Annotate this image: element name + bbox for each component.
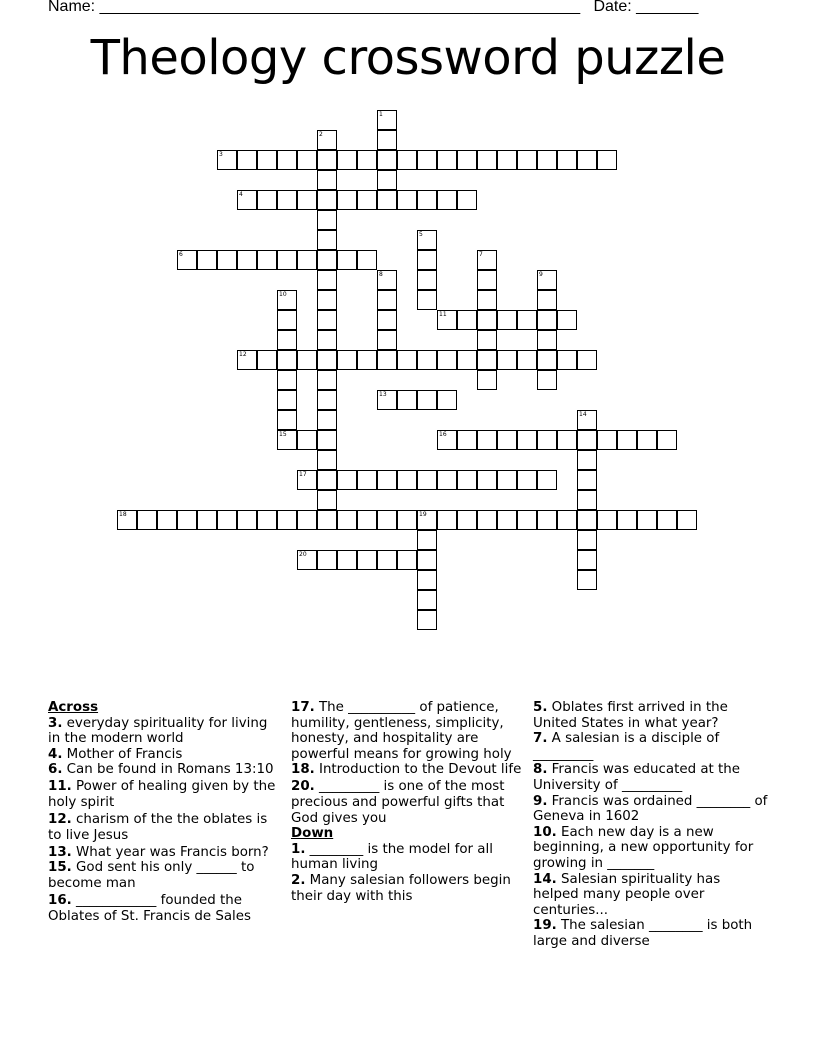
grid-cell[interactable] (277, 430, 297, 450)
clue-number-label: 6 (179, 251, 183, 258)
grid-cell[interactable] (417, 510, 437, 530)
grid-cell[interactable] (417, 350, 437, 370)
clue-across-15: 15. God sent his only ______ to become man (48, 860, 255, 892)
grid-cell[interactable] (377, 470, 397, 490)
grid-cell[interactable] (217, 150, 237, 170)
grid-cell[interactable] (397, 510, 417, 530)
grid-cell[interactable] (357, 510, 377, 530)
grid-cell[interactable] (497, 470, 517, 490)
grid-cell[interactable] (317, 190, 337, 210)
grid-cell[interactable] (197, 510, 217, 530)
grid-cell[interactable] (217, 510, 237, 530)
grid-cell[interactable] (577, 150, 597, 170)
grid-cell[interactable] (377, 150, 397, 170)
clue-number-label: 9 (539, 271, 543, 278)
grid-cell[interactable] (237, 350, 257, 370)
clue-number-label: 4 (239, 191, 243, 198)
clue-number-label: 1 (379, 111, 383, 118)
grid-cell[interactable] (617, 510, 637, 530)
grid-cell[interactable] (317, 290, 337, 310)
grid-cell[interactable] (577, 450, 597, 470)
grid-cell[interactable] (357, 470, 377, 490)
grid-cell[interactable] (177, 510, 197, 530)
grid-cell[interactable] (577, 350, 597, 370)
grid-cell[interactable] (417, 610, 437, 630)
clue-number-label: 17 (299, 471, 307, 478)
grid-cell[interactable] (277, 390, 297, 410)
grid-cell[interactable] (377, 390, 397, 410)
grid-cell[interactable] (397, 150, 417, 170)
grid-cell[interactable] (377, 550, 397, 570)
grid-cell[interactable] (557, 150, 577, 170)
grid-cell[interactable] (637, 430, 657, 450)
clue-down-14: 14. Salesian spirituality has helped many people over centuries... (533, 871, 721, 918)
clue-number-label: 3 (219, 151, 223, 158)
grid-cell[interactable] (317, 450, 337, 470)
clue-across-20: 20. _________ is one of the most precious and powerful gifts that God gives you (291, 779, 505, 826)
grid-cell[interactable] (397, 190, 417, 210)
grid-cell[interactable] (477, 310, 497, 330)
grid-cell[interactable] (497, 510, 517, 530)
clue-across-16: 16. ____________ founded the Oblates of St. Francis de Sales (48, 893, 251, 924)
grid-cell[interactable] (317, 170, 337, 190)
clue-number-label: 16 (439, 431, 447, 438)
grid-cell[interactable] (377, 330, 397, 350)
grid-cell[interactable] (377, 310, 397, 330)
grid-cell[interactable] (637, 510, 657, 530)
grid-cell[interactable] (457, 350, 477, 370)
grid-cell[interactable] (377, 190, 397, 210)
grid-cell[interactable] (317, 130, 337, 150)
grid-cell[interactable] (317, 310, 337, 330)
grid-cell[interactable] (557, 430, 577, 450)
down-heading: Down (291, 826, 334, 842)
clue-across-17: 17. The __________ of patience, humility, gentleness, simplicity, honesty, and hospitality are powerful means for growing holy (291, 700, 512, 762)
clue-down-10: 10. Each new day is a new beginning, a new opportunity for growing in _______ (533, 824, 754, 871)
grid-cell[interactable] (317, 270, 337, 290)
clue-across-4: 4. Mother of Francis (48, 746, 183, 762)
grid-cell[interactable] (477, 270, 497, 290)
puzzle-title: Theology crossword puzzle (90, 30, 726, 86)
grid-cell[interactable] (437, 350, 457, 370)
grid-cell[interactable] (377, 170, 397, 190)
grid-cell[interactable] (477, 150, 497, 170)
grid-cell[interactable] (457, 430, 477, 450)
grid-cell[interactable] (357, 190, 377, 210)
grid-cell[interactable] (457, 510, 477, 530)
grid-cell[interactable] (417, 190, 437, 210)
clue-number-label: 14 (579, 411, 587, 418)
grid-cell[interactable] (317, 410, 337, 430)
grid-cell[interactable] (277, 410, 297, 430)
clue-down-2: 2. Many salesian followers begin their day with this (291, 873, 511, 904)
grid-cell[interactable] (337, 190, 357, 210)
grid-cell[interactable] (317, 210, 337, 230)
grid-cell[interactable] (417, 270, 437, 290)
grid-cell[interactable] (397, 470, 417, 490)
grid-cell[interactable] (377, 270, 397, 290)
clue-down-19: 19. The salesian ________ is both large and diverse (533, 918, 753, 949)
grid-cell[interactable] (437, 310, 457, 330)
clue-across-3: 3. everyday spirituality for living in the modern world (48, 715, 268, 747)
grid-cell[interactable] (457, 310, 477, 330)
grid-cell[interactable] (477, 470, 497, 490)
clues-column-1 (48, 700, 280, 924)
grid-cell[interactable] (297, 190, 317, 210)
grid-cell[interactable] (277, 250, 297, 270)
grid-cell[interactable] (437, 190, 457, 210)
grid-cell[interactable] (337, 550, 357, 570)
grid-cell[interactable] (497, 350, 517, 370)
grid-cell[interactable] (477, 290, 497, 310)
grid-cell[interactable] (437, 430, 457, 450)
clue-number-label: 20 (299, 551, 307, 558)
clue-across-18: 18. Introduction to the Devout life (291, 762, 522, 778)
grid-cell[interactable] (517, 350, 537, 370)
grid-cell[interactable] (237, 150, 257, 170)
grid-cell[interactable] (517, 470, 537, 490)
grid-cell[interactable] (397, 390, 417, 410)
grid-cell[interactable] (577, 570, 597, 590)
grid-cell[interactable] (417, 230, 437, 250)
grid-cell[interactable] (357, 550, 377, 570)
clue-number-label: 13 (379, 391, 387, 398)
grid-cell[interactable] (297, 150, 317, 170)
grid-cell[interactable] (577, 550, 597, 570)
grid-cell[interactable] (337, 150, 357, 170)
grid-cell[interactable] (537, 150, 557, 170)
grid-cell[interactable] (537, 310, 557, 330)
grid-cell[interactable] (297, 510, 317, 530)
grid-cell[interactable] (117, 510, 137, 530)
clue-number-label: 18 (119, 511, 127, 518)
clue-down-5: 5. Oblates first arrived in the United States in what year? (533, 700, 728, 731)
grid-cell[interactable] (337, 250, 357, 270)
grid-cell[interactable] (297, 470, 317, 490)
grid-cell[interactable] (317, 510, 337, 530)
grid-cell[interactable] (497, 310, 517, 330)
grid-cell[interactable] (617, 430, 637, 450)
grid-cell[interactable] (597, 150, 617, 170)
grid-cell[interactable] (477, 350, 497, 370)
grid-cell[interactable] (257, 250, 277, 270)
clue-down-7: 7. A salesian is a disciple of _________ (533, 731, 720, 762)
grid-cell[interactable] (477, 510, 497, 530)
grid-cell[interactable] (577, 530, 597, 550)
grid-cell[interactable] (577, 430, 597, 450)
grid-cell[interactable] (357, 350, 377, 370)
clue-across-12: 12. charism of the the oblates is to live Jesus (48, 812, 268, 843)
grid-cell[interactable] (317, 150, 337, 170)
grid-cell[interactable] (517, 430, 537, 450)
grid-cell[interactable] (657, 510, 677, 530)
grid-cell[interactable] (317, 250, 337, 270)
clue-number-label: 2 (319, 131, 323, 138)
grid-cell[interactable] (377, 110, 397, 130)
grid-cell[interactable] (437, 150, 457, 170)
clue-down-1: 1. ________ is the model for all human living (291, 841, 493, 873)
grid-cell[interactable] (317, 330, 337, 350)
grid-cell[interactable] (337, 350, 357, 370)
grid-cell[interactable] (577, 470, 597, 490)
grid-cell[interactable] (397, 550, 417, 570)
grid-cell[interactable] (317, 350, 337, 370)
grid-cell[interactable] (477, 430, 497, 450)
name-blank[interactable]: ______________________________________________________ (99, 0, 581, 15)
grid-cell[interactable] (437, 470, 457, 490)
grid-cell[interactable] (317, 470, 337, 490)
clue-number-label: 7 (479, 251, 483, 258)
grid-cell[interactable] (237, 190, 257, 210)
grid-cell[interactable] (497, 150, 517, 170)
clue-across-13: 13. What year was Francis born? (48, 844, 269, 860)
grid-cell[interactable] (257, 350, 277, 370)
grid-cell[interactable] (497, 430, 517, 450)
grid-cell[interactable] (297, 350, 317, 370)
grid-cell[interactable] (377, 130, 397, 150)
grid-cell[interactable] (417, 390, 437, 410)
grid-cell[interactable] (477, 330, 497, 350)
grid-cell[interactable] (377, 510, 397, 530)
grid-cell[interactable] (537, 330, 557, 350)
grid-cell[interactable] (317, 490, 337, 510)
grid-cell[interactable] (137, 510, 157, 530)
grid-cell[interactable] (657, 430, 677, 450)
grid-cell[interactable] (337, 510, 357, 530)
grid-cell[interactable] (157, 510, 177, 530)
clue-number-label: 5 (419, 231, 423, 238)
grid-cell[interactable] (277, 330, 297, 350)
date-label: Date: (593, 0, 632, 15)
clue-across-11: 11. Power of healing given by the holy spirit (48, 779, 276, 811)
grid-cell[interactable] (277, 370, 297, 390)
grid-cell[interactable] (537, 350, 557, 370)
grid-cell[interactable] (417, 590, 437, 610)
clue-down-9: 9. Francis was ordained ________ of Geneva in 1602 (533, 793, 768, 825)
name-label: Name: (48, 0, 96, 15)
grid-cell[interactable] (537, 470, 557, 490)
grid-cell[interactable] (277, 290, 297, 310)
grid-cell[interactable] (257, 150, 277, 170)
grid-cell[interactable] (557, 310, 577, 330)
clues-column-2 (291, 700, 523, 904)
grid-cell[interactable] (277, 350, 297, 370)
grid-cell[interactable] (517, 310, 537, 330)
clue-number-label: 10 (279, 291, 287, 298)
grid-cell[interactable] (417, 530, 437, 550)
grid-cell[interactable] (537, 370, 557, 390)
grid-cell[interactable] (317, 430, 337, 450)
clue-number-label: 12 (239, 351, 247, 358)
grid-cell[interactable] (357, 150, 377, 170)
grid-cell[interactable] (417, 250, 437, 270)
grid-cell[interactable] (237, 250, 257, 270)
grid-cell[interactable] (577, 410, 597, 430)
grid-cell[interactable] (437, 390, 457, 410)
grid-cell[interactable] (537, 430, 557, 450)
grid-cell[interactable] (177, 250, 197, 270)
grid-cell[interactable] (257, 190, 277, 210)
grid-cell[interactable] (457, 150, 477, 170)
grid-cell[interactable] (297, 550, 317, 570)
clues-column-3 (533, 700, 769, 950)
grid-cell[interactable] (517, 150, 537, 170)
grid-cell[interactable] (277, 310, 297, 330)
grid-cell[interactable] (417, 470, 437, 490)
grid-cell[interactable] (417, 290, 437, 310)
grid-cell[interactable] (537, 270, 557, 290)
grid-cell[interactable] (277, 510, 297, 530)
grid-cell[interactable] (317, 230, 337, 250)
grid-cell[interactable] (277, 150, 297, 170)
grid-cell[interactable] (557, 350, 577, 370)
grid-cell[interactable] (297, 250, 317, 270)
grid-cell[interactable] (557, 510, 577, 530)
grid-cell[interactable] (317, 390, 337, 410)
clue-across-6: 6. Can be found in Romans 13:10 (48, 762, 274, 778)
clue-number-label: 19 (419, 511, 427, 518)
clue-number-label: 11 (439, 311, 447, 318)
grid-cell[interactable] (377, 290, 397, 310)
grid-cell[interactable] (417, 570, 437, 590)
across-heading: Across (48, 700, 99, 715)
grid-cell[interactable] (437, 510, 457, 530)
grid-cell[interactable] (457, 190, 477, 210)
grid-cell[interactable] (597, 510, 617, 530)
grid-cell[interactable] (417, 550, 437, 570)
grid-cell[interactable] (577, 490, 597, 510)
grid-cell[interactable] (197, 250, 217, 270)
clue-down-8: 8. Francis was educated at the University of _________ (533, 762, 741, 793)
grid-cell[interactable] (377, 350, 397, 370)
grid-cell[interactable] (677, 510, 697, 530)
grid-cell[interactable] (297, 430, 317, 450)
grid-cell[interactable] (537, 290, 557, 310)
date-blank[interactable]: _______ (636, 0, 699, 15)
grid-cell[interactable] (317, 370, 337, 390)
grid-cell[interactable] (357, 250, 377, 270)
grid-cell[interactable] (477, 370, 497, 390)
grid-cell[interactable] (537, 510, 557, 530)
clue-number-label: 8 (379, 271, 383, 278)
clue-number-label: 15 (279, 431, 287, 438)
grid-cell[interactable] (337, 470, 357, 490)
grid-cell[interactable] (317, 550, 337, 570)
grid-cell[interactable] (217, 250, 237, 270)
grid-cell[interactable] (577, 510, 597, 530)
grid-cell[interactable] (257, 510, 277, 530)
grid-cell[interactable] (457, 470, 477, 490)
grid-cell[interactable] (477, 250, 497, 270)
grid-cell[interactable] (417, 150, 437, 170)
grid-cell[interactable] (277, 190, 297, 210)
grid-cell[interactable] (237, 510, 257, 530)
grid-cell[interactable] (517, 510, 537, 530)
grid-cell[interactable] (397, 350, 417, 370)
grid-cell[interactable] (597, 430, 617, 450)
